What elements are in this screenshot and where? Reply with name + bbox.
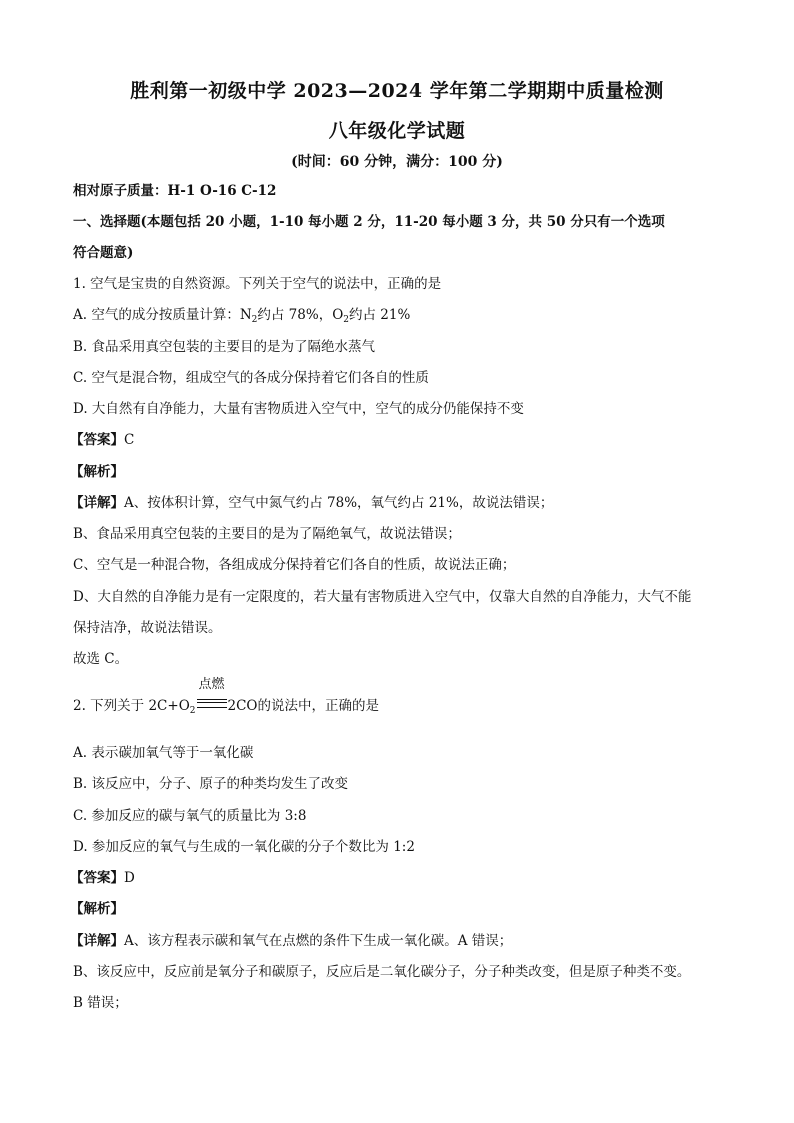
q1-answer-value: C <box>124 432 135 448</box>
q2-reaction-condition: 点燃 <box>198 676 225 692</box>
q1-option-a-text-1: A. 空气的成分按质量计算：N <box>73 307 252 323</box>
q1-detail-b: B、食品采用真空包装的主要目的是为了隔绝氧气，故说法错误； <box>73 526 461 542</box>
equals-sign-icon <box>197 699 227 708</box>
q1-detail-a-text: A、按体积计算，空气中氮气约占 78%，氧气约占 21%，故说法错误； <box>124 495 554 511</box>
section-heading-line2: 符合题意) <box>73 245 134 261</box>
q2-detail-b-line2: B 错误； <box>73 995 128 1011</box>
q1-option-a-text-2: 约占 78%，O <box>257 307 344 323</box>
exam-subtitle: 八年级化学试题 <box>328 120 466 142</box>
q2-stem-text-2: 的说法中，正确的是 <box>257 698 379 714</box>
q1-detail-d-line2: 保持洁净，故说法错误。 <box>73 620 222 636</box>
q1-option-a <box>73 305 733 325</box>
q2-stem-text-1: 2. 下列关于 2C+O <box>73 698 190 714</box>
q2-stem-sub: 2 <box>189 706 196 716</box>
q2-detail-label: 【详解】 <box>70 933 124 949</box>
q1-option-a-text-3: 约占 21% <box>349 307 411 323</box>
q1-detail-c: C、空气是一种混合物，各组成成分保持着它们各自的性质，故说法正确； <box>73 557 516 573</box>
q1-option-d: D. 大自然有自净能力，大量有害物质进入空气中，空气的成分仍能保持不变 <box>73 401 524 417</box>
q1-analysis-label: 【解析】 <box>70 464 124 480</box>
q2-analysis-label: 【解析】 <box>70 901 124 917</box>
q1-detail-a <box>70 493 730 513</box>
q1-option-a-sub-2: 2 <box>343 315 349 325</box>
q2-stem-product: 2CO <box>227 698 258 714</box>
q2-answer <box>70 868 730 888</box>
q2-answer-label: 【答案】 <box>70 870 124 886</box>
exam-time-info: (时间：60 分钟，满分：100 分) <box>291 154 503 170</box>
q1-answer-label: 【答案】 <box>70 432 124 448</box>
q1-detail-label: 【详解】 <box>70 495 124 511</box>
q2-option-a: A. 表示碳加氧气等于一氧化碳 <box>73 745 254 761</box>
q1-detail-d-line1: D、大自然的自净能力是有一定限度的，若大量有害物质进入空气中，仅靠大自然的自净能力，大气不能 <box>73 589 692 605</box>
atomic-mass-line: 相对原子质量：H-1 O-16 C-12 <box>73 183 277 199</box>
q2-answer-value: D <box>124 870 135 886</box>
q1-answer <box>70 430 730 450</box>
q1-option-c: C. 空气是混合物，组成空气的各成分保持着它们各自的性质 <box>73 370 429 386</box>
q2-option-c: C. 参加反应的碳与氧气的质量比为 3:8 <box>73 808 307 824</box>
q2-detail-b-line1: B、该反应中，反应前是氧分子和碳原子，反应后是二氧化碳分子，分子种类改变，但是原子种类不变。 <box>73 964 691 980</box>
q1-stem: 1. 空气是宝贵的自然资源。下列关于空气的说法中，正确的是 <box>73 276 442 292</box>
q2-detail-a <box>70 931 730 951</box>
q2-stem <box>73 676 733 717</box>
q1-option-a-sub-1: 2 <box>251 315 258 325</box>
q2-reaction-arrow <box>196 676 228 717</box>
q2-option-b: B. 该反应中，分子、原子的种类均发生了改变 <box>73 776 349 792</box>
q2-option-d: D. 参加反应的氧气与生成的一氧化碳的分子个数比为 1:2 <box>73 839 415 855</box>
q2-detail-a-text: A、该方程表示碳和氧气在点燃的条件下生成一氧化碳。A 错误； <box>124 933 513 949</box>
exam-title: 胜利第一初级中学 2023—2024 学年第二学期期中质量检测 <box>130 80 664 102</box>
section-heading-line1: 一、选择题(本题包括 20 小题，1-10 每小题 2 分，11-20 每小题 3 分，共 50 分只有一个选项 <box>73 214 665 230</box>
q1-conclusion: 故选 C。 <box>73 651 129 667</box>
q1-option-b: B. 食品采用真空包装的主要目的是为了隔绝水蒸气 <box>73 339 376 355</box>
